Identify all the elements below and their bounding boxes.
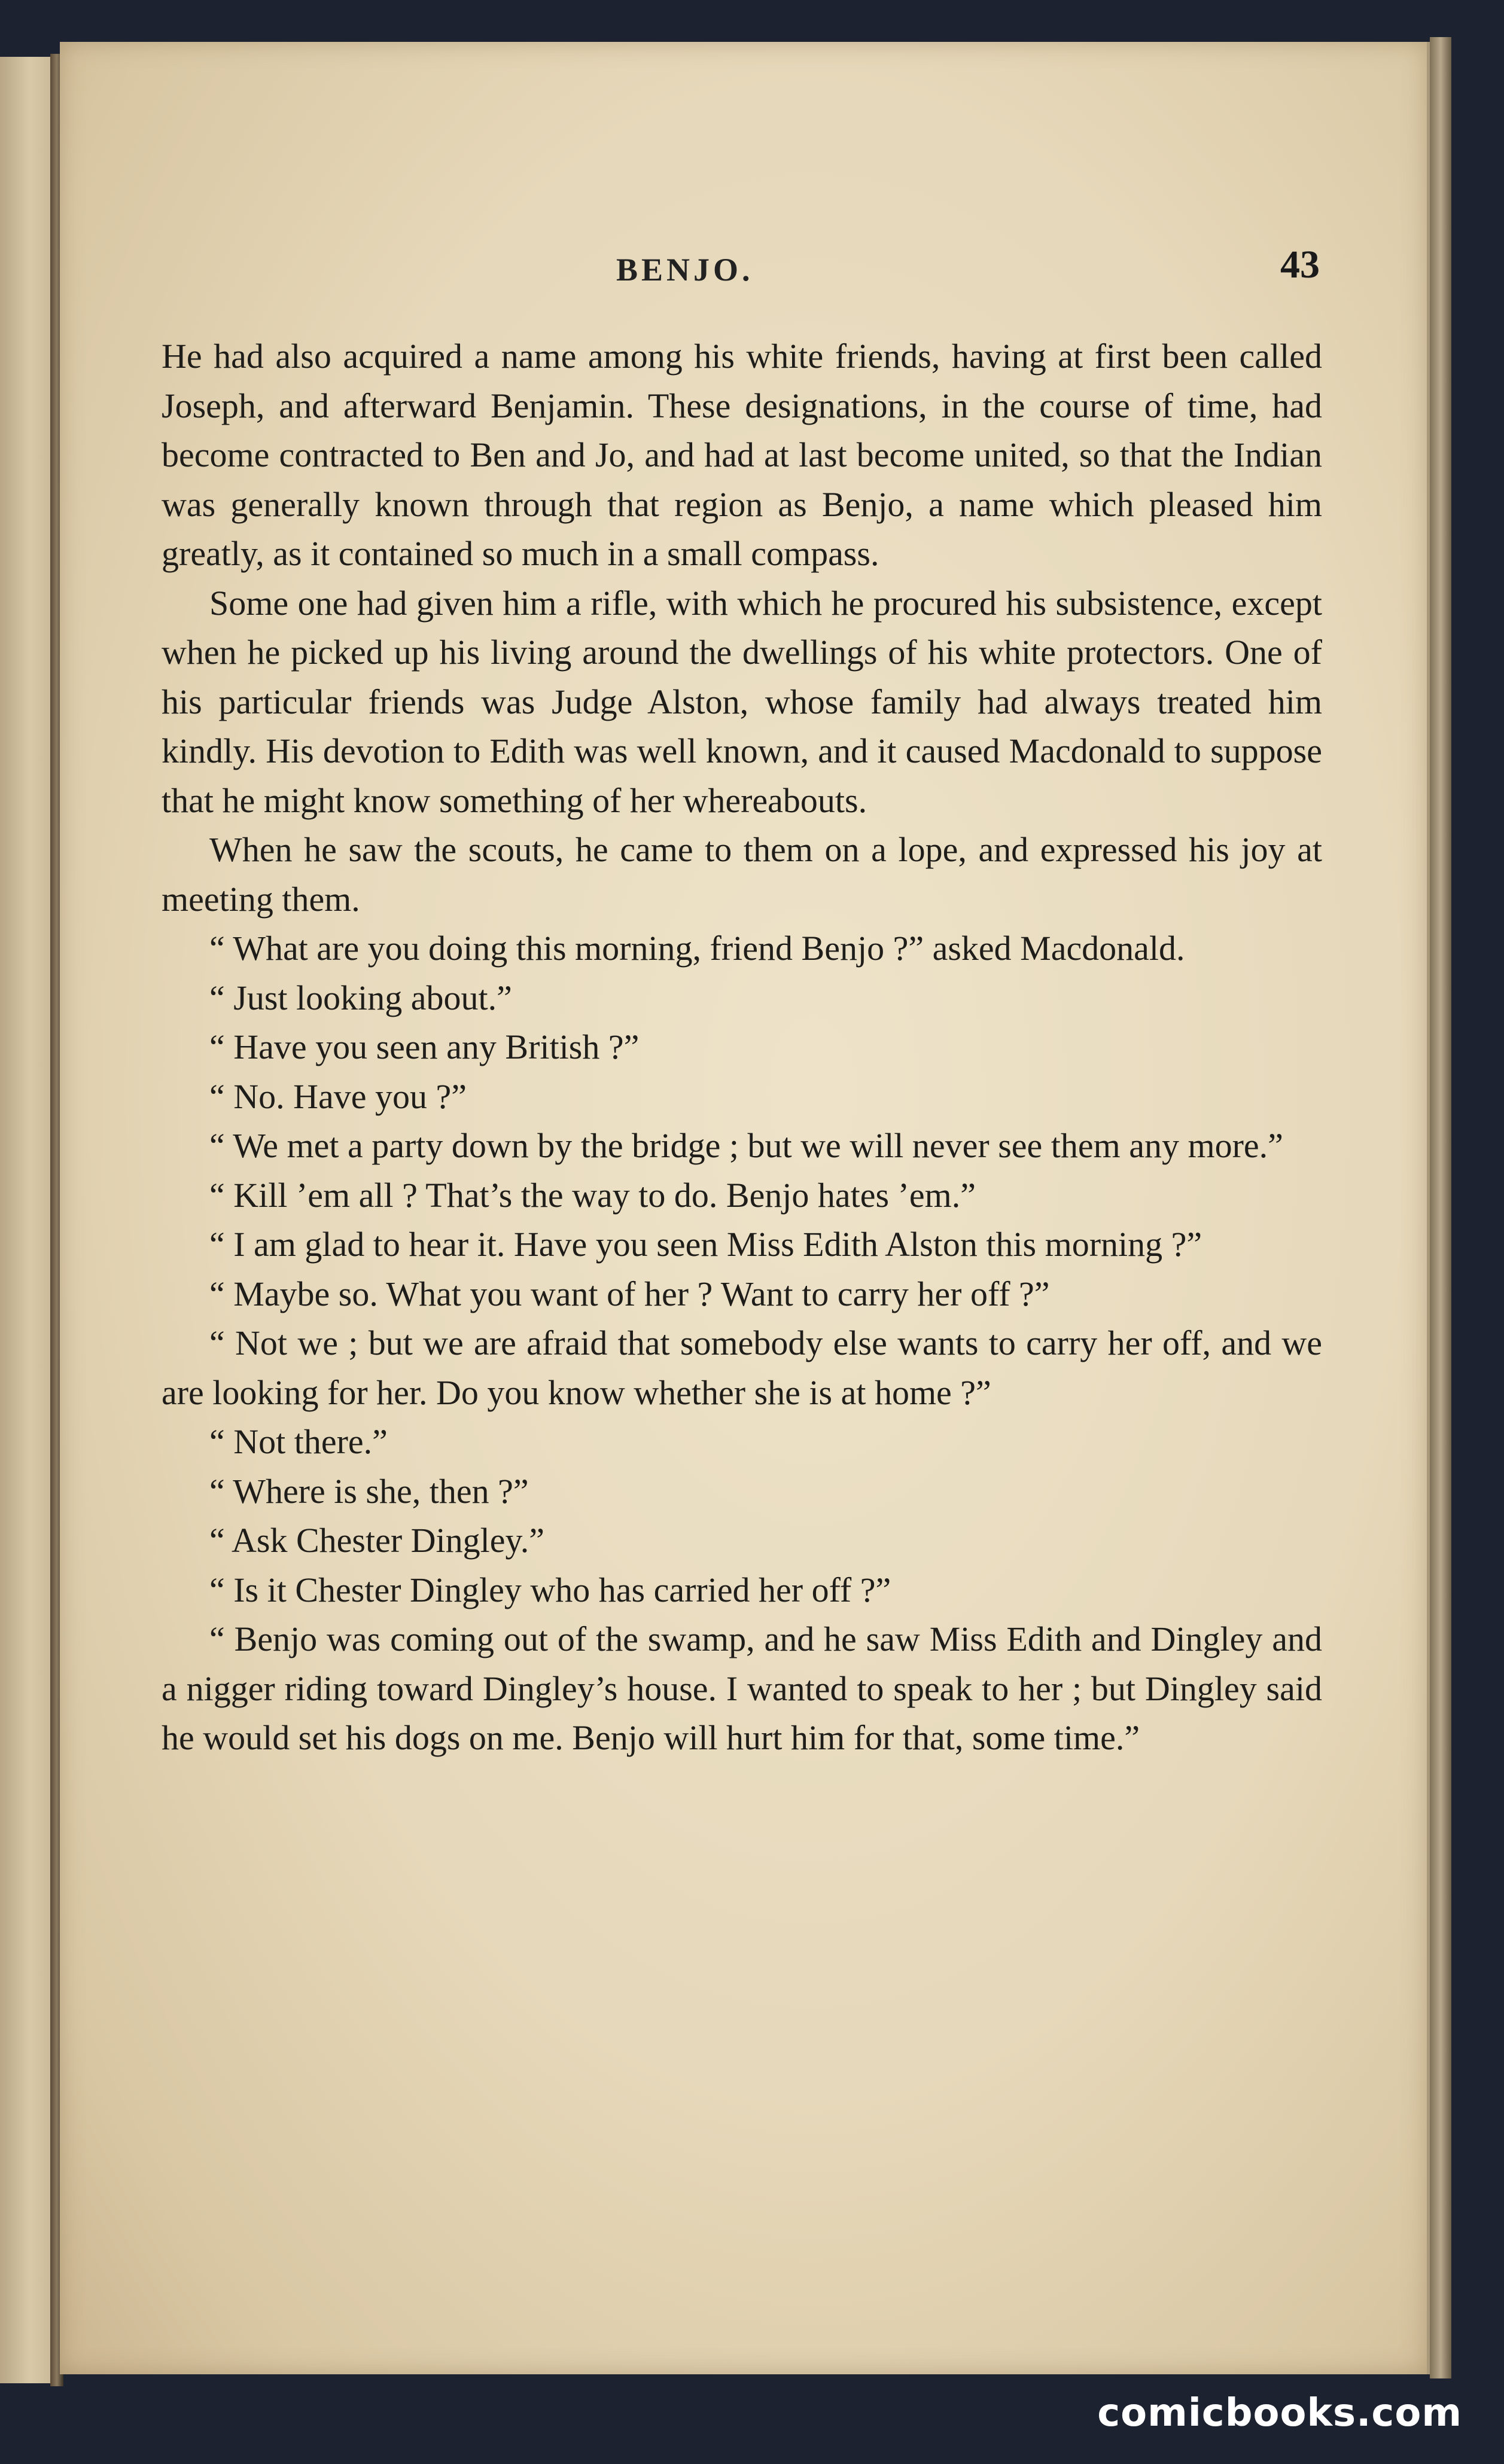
dialogue-line: “ Ask Chester Dingley.” [209,1521,545,1560]
watermark: comicbooks.com [1097,2391,1462,2435]
left-page-strip [0,57,55,2383]
dialogue-line: “ We met a party down by the bridge ; but we will never see them any more.” [209,1126,1283,1165]
paragraph: When he saw the scouts, he came to them on a lope, and expressed his joy at meeting them. [162,830,1322,919]
dialogue-line: “ Where is she, then ?” [209,1471,529,1511]
dialogue-line: “ Kill ’em all ? That’s the way to do. Benjo hates ’em.” [209,1175,976,1215]
dialogue-line: “ No. Have you ?” [209,1077,467,1116]
page-fore-edge [1430,37,1451,2378]
dialogue-line: “ Not there.” [209,1422,388,1461]
page-number: 43 [1280,243,1320,286]
page-body-text [162,332,1322,1763]
paragraph: He had also acquired a name among his white friends, having at first been called Joseph, and afterward Benjamin. These designations, in the course of time, had become contracted to Ben and Jo, and had at last become united, so that the Indian was generally known through that region as Benjo, a name which pleased him greatly, as it contained so much in a small compass. [162,337,1322,573]
dialogue-line: “ Just looking about.” [209,978,512,1017]
running-head: BENJO. [616,252,754,288]
paragraph: Some one had given him a rifle, with which he procured his subsistence, except when he picked up his living around the dwellings of his white protectors. One of his particular friends was Judge Alston, whose family had always treated him kindly. His devotion to Edith was well known, and it caused Macdonald to suppose that he might know something of her whereabouts. [162,583,1322,820]
dialogue-line: “ Is it Chester Dingley who has carried her off ?” [209,1570,891,1609]
dialogue-line: “ Maybe so. What you want of her ? Want to carry her off ?” [209,1274,1050,1313]
dialogue-line: “ Not we ; but we are afraid that somebody else wants to carry her off, and we are looking for her. Do you know whether she is at home ?” [162,1324,1322,1412]
dialogue-line: “ Benjo was coming out of the swamp, and he saw Miss Edith and Dingley and a nigger riding toward Dingley’s house. I wanted to speak to her ; but Dingley said he would set his dogs on me. Benjo will hurt him for that, some time.” [162,1620,1322,1757]
dialogue-line: “ What are you doing this morning, friend Benjo ?” asked Macdonald. [209,929,1185,968]
dialogue-line: “ Have you seen any British ?” [209,1027,640,1066]
dialogue-line: “ I am glad to hear it. Have you seen Miss Edith Alston this morning ?” [209,1225,1202,1264]
